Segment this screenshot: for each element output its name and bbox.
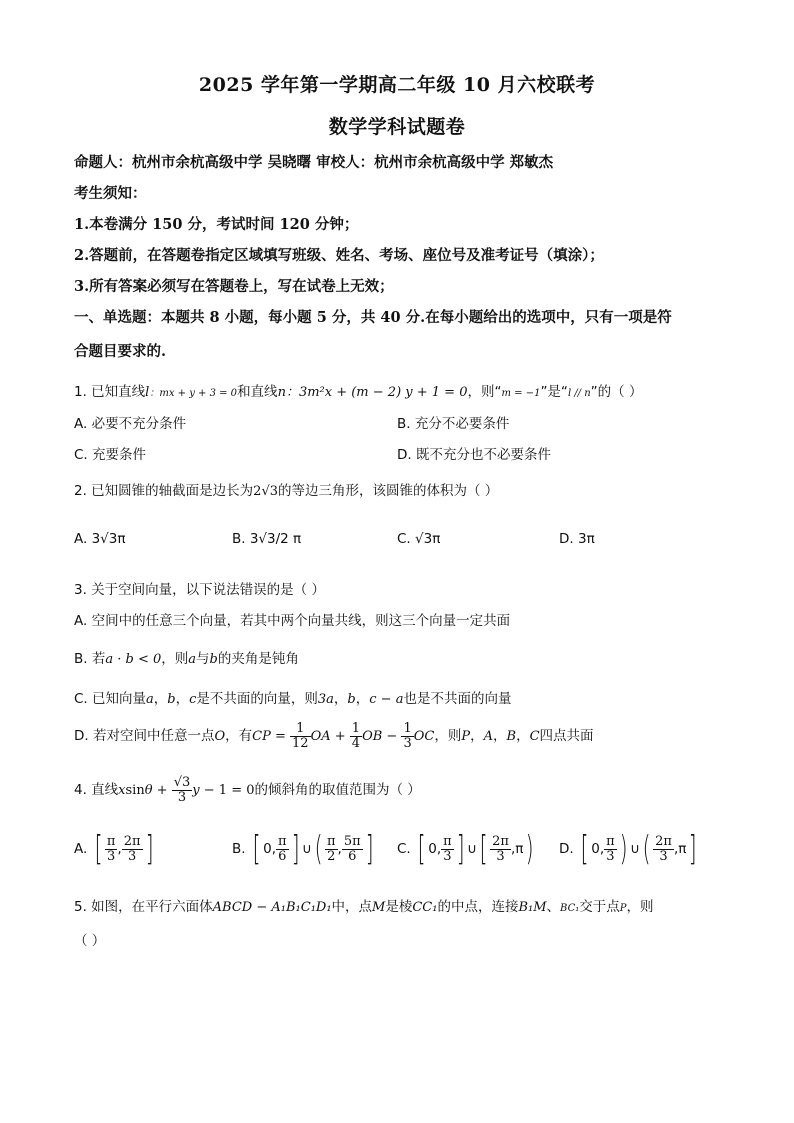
q2-option-b-text: B. 3√3/2 π <box>232 531 302 547</box>
authors-line: 命题人：杭州市余杭高级中学 吴晓曙 审校人：杭州市余杭高级中学 郑敏杰 <box>74 154 554 171</box>
q1-condition: m = −1 <box>501 388 541 399</box>
q1-tail: ”的（ ） <box>590 384 643 400</box>
q1-option-b: B. 充分不必要条件 <box>397 416 510 432</box>
exam-title: 2025 学年第一学期高二年级 10 月六校联考 <box>198 74 596 96</box>
q2-option-a-text: A. 3√3π <box>74 531 126 547</box>
q5-mid2: 是棱 <box>385 899 413 915</box>
q5-point-m: M <box>372 900 386 915</box>
question-5-stem <box>74 895 653 915</box>
q3-b-tail: 的夹角是钝角 <box>217 651 299 667</box>
q2-text-b: 的等边三角形，该圆锥的体积为（ ） <box>278 483 499 499</box>
q1-then: ，则“ <box>467 384 502 400</box>
q5-answer-paren: （ ） <box>74 933 106 949</box>
q3-option-c: C. 已知向量a，b，c是不共面的向量，则3a，b，c − a也是不共面的向量 <box>74 691 512 707</box>
q1-equation-2: ：3m²x + (m − 2) y + 1 = 0 <box>285 385 468 400</box>
q5-mid4: 交于点 <box>579 899 620 915</box>
q5-mid: 中，点 <box>331 899 373 915</box>
section-heading-line-1: 一、单选题：本题共 8 小题，每小题 5 分，共 40 分.在每小题给出的选项中，只有一项是符 <box>74 309 672 326</box>
q2-option-b <box>232 531 301 547</box>
question-4-stem: 4. 直线xsinθ + $\frac{√3}{3}$ y − 1 = 0的倾斜角的取值范围为（ ） <box>74 775 421 805</box>
q3-c-tail: 也是不共面的向量 <box>403 691 512 707</box>
q3-c-mid: 是不共面的向量，则 <box>196 691 318 707</box>
q3-option-b: B. 若a · b < 0，则a与b的夹角是钝角 <box>74 651 299 667</box>
q4-option-d-label: D. <box>559 841 574 857</box>
q1-option-d: D. 既不充分也不必要条件 <box>397 447 551 463</box>
q4-option-d: D. [ 0, $\frac{\pi}{3}$ ) ∪( $\frac{2\pi}{3}$ ,π] <box>559 829 697 869</box>
q1-parallel: l // n <box>567 388 591 399</box>
q3-option-d: D. 若对空间中任意一点O，有CP = $\frac{1}{12}$ OA + $\frac{1}{4}$ OB − $\frac{1}{3}$ OC，则P，A，B，C四点共面 <box>74 721 594 751</box>
section-heading-line-2: 合题目要求的. <box>74 343 167 360</box>
q3-b-expression: a · b < 0 <box>105 652 162 667</box>
question-2-stem <box>74 479 498 499</box>
q3-b-mid: ，则 <box>161 651 189 667</box>
q5-point-p: P <box>619 903 627 914</box>
q1-line-n: n <box>277 385 286 400</box>
q5-edge: CC₁ <box>412 900 438 915</box>
question-1-stem <box>74 380 642 400</box>
q2-text-a: 2. 已知圆锥的轴截面是边长为 <box>74 483 254 499</box>
q4-pre: 4. 直线 <box>74 782 119 799</box>
q1-prefix: 1. 已知直线 <box>74 384 146 400</box>
q1-mid: 和直线 <box>237 384 278 400</box>
q4-option-b-label: B. <box>232 841 246 857</box>
q3-d-have: ，有 <box>225 728 253 745</box>
notice-heading: 考生须知： <box>74 185 147 202</box>
q1-line-l: l <box>145 385 150 400</box>
question-3-stem: 3. 关于空间向量，以下说法错误的是（ ） <box>74 582 325 598</box>
q4-option-a-label: A. <box>74 841 88 857</box>
q3-d-end: 四点共面 <box>539 728 594 745</box>
q5-end: ，则 <box>626 899 654 915</box>
q4-option-c: C. [ 0, $\frac{\pi}{3}$ ] ∪[ $\frac{2\pi}{3}$ ,π) <box>397 829 535 869</box>
q4-option-c-label: C. <box>397 841 411 857</box>
q5-pre: 5. 如图，在平行六面体 <box>74 899 213 915</box>
q1-option-c: C. 充要条件 <box>74 447 147 463</box>
q3-d-pre: D. 若对空间中任意一点 <box>74 728 215 745</box>
q5-segment-1: B₁M <box>518 900 547 915</box>
q4-tail: 的倾斜角的取值范围为（ ） <box>254 782 421 799</box>
notice-item-1: 1.本卷满分 150 分，考试时间 120 分钟； <box>74 216 359 233</box>
q3-d-point-o: O <box>214 729 226 745</box>
q5-parallelepiped: ABCD − A₁B₁C₁D₁ <box>212 900 332 915</box>
q1-option-a: A. 必要不充分条件 <box>74 416 187 432</box>
q2-option-c: C. √3π <box>397 531 441 547</box>
exam-subtitle: 数学学科试题卷 <box>328 116 466 138</box>
q5-mid3: 的中点，连接 <box>437 899 519 915</box>
q4-option-b: B. [ 0, $\frac{\pi}{6}$ ] ∪( $\frac{\pi}{2}$ , $\frac{5\pi}{6}$ ] <box>232 829 374 869</box>
q3-b-pre: B. 若 <box>74 651 106 667</box>
q5-segment-2: BC₁ <box>560 903 580 914</box>
q3-c-pre: C. 已知向量 <box>74 691 147 707</box>
q3-d-tail: ，则 <box>434 728 462 745</box>
notice-item-2: 2.答题前，在答题卷指定区域填写班级、姓名、考场、座位号及准考证号（填涂）； <box>74 247 604 264</box>
q3-option-a: A. 空间中的任意三个向量，若其中两个向量共线，则这三个向量一定共面 <box>74 613 511 629</box>
q5-sep: 、 <box>546 899 561 915</box>
q1-is: ”是“ <box>540 384 568 400</box>
q4-option-a: A. [ $\frac{\pi}{3}$ , $\frac{2\pi}{3}$ ] <box>74 829 154 869</box>
notice-item-3: 3.所有答案必须写在答题卷上，写在试卷上无效； <box>74 278 394 295</box>
q2-option-a <box>74 531 126 547</box>
q2-option-d: D. 3π <box>559 531 595 547</box>
q2-side-length: 2√3 <box>253 484 278 499</box>
q1-equation-1: ：mx + y + 3 = 0 <box>149 388 238 399</box>
